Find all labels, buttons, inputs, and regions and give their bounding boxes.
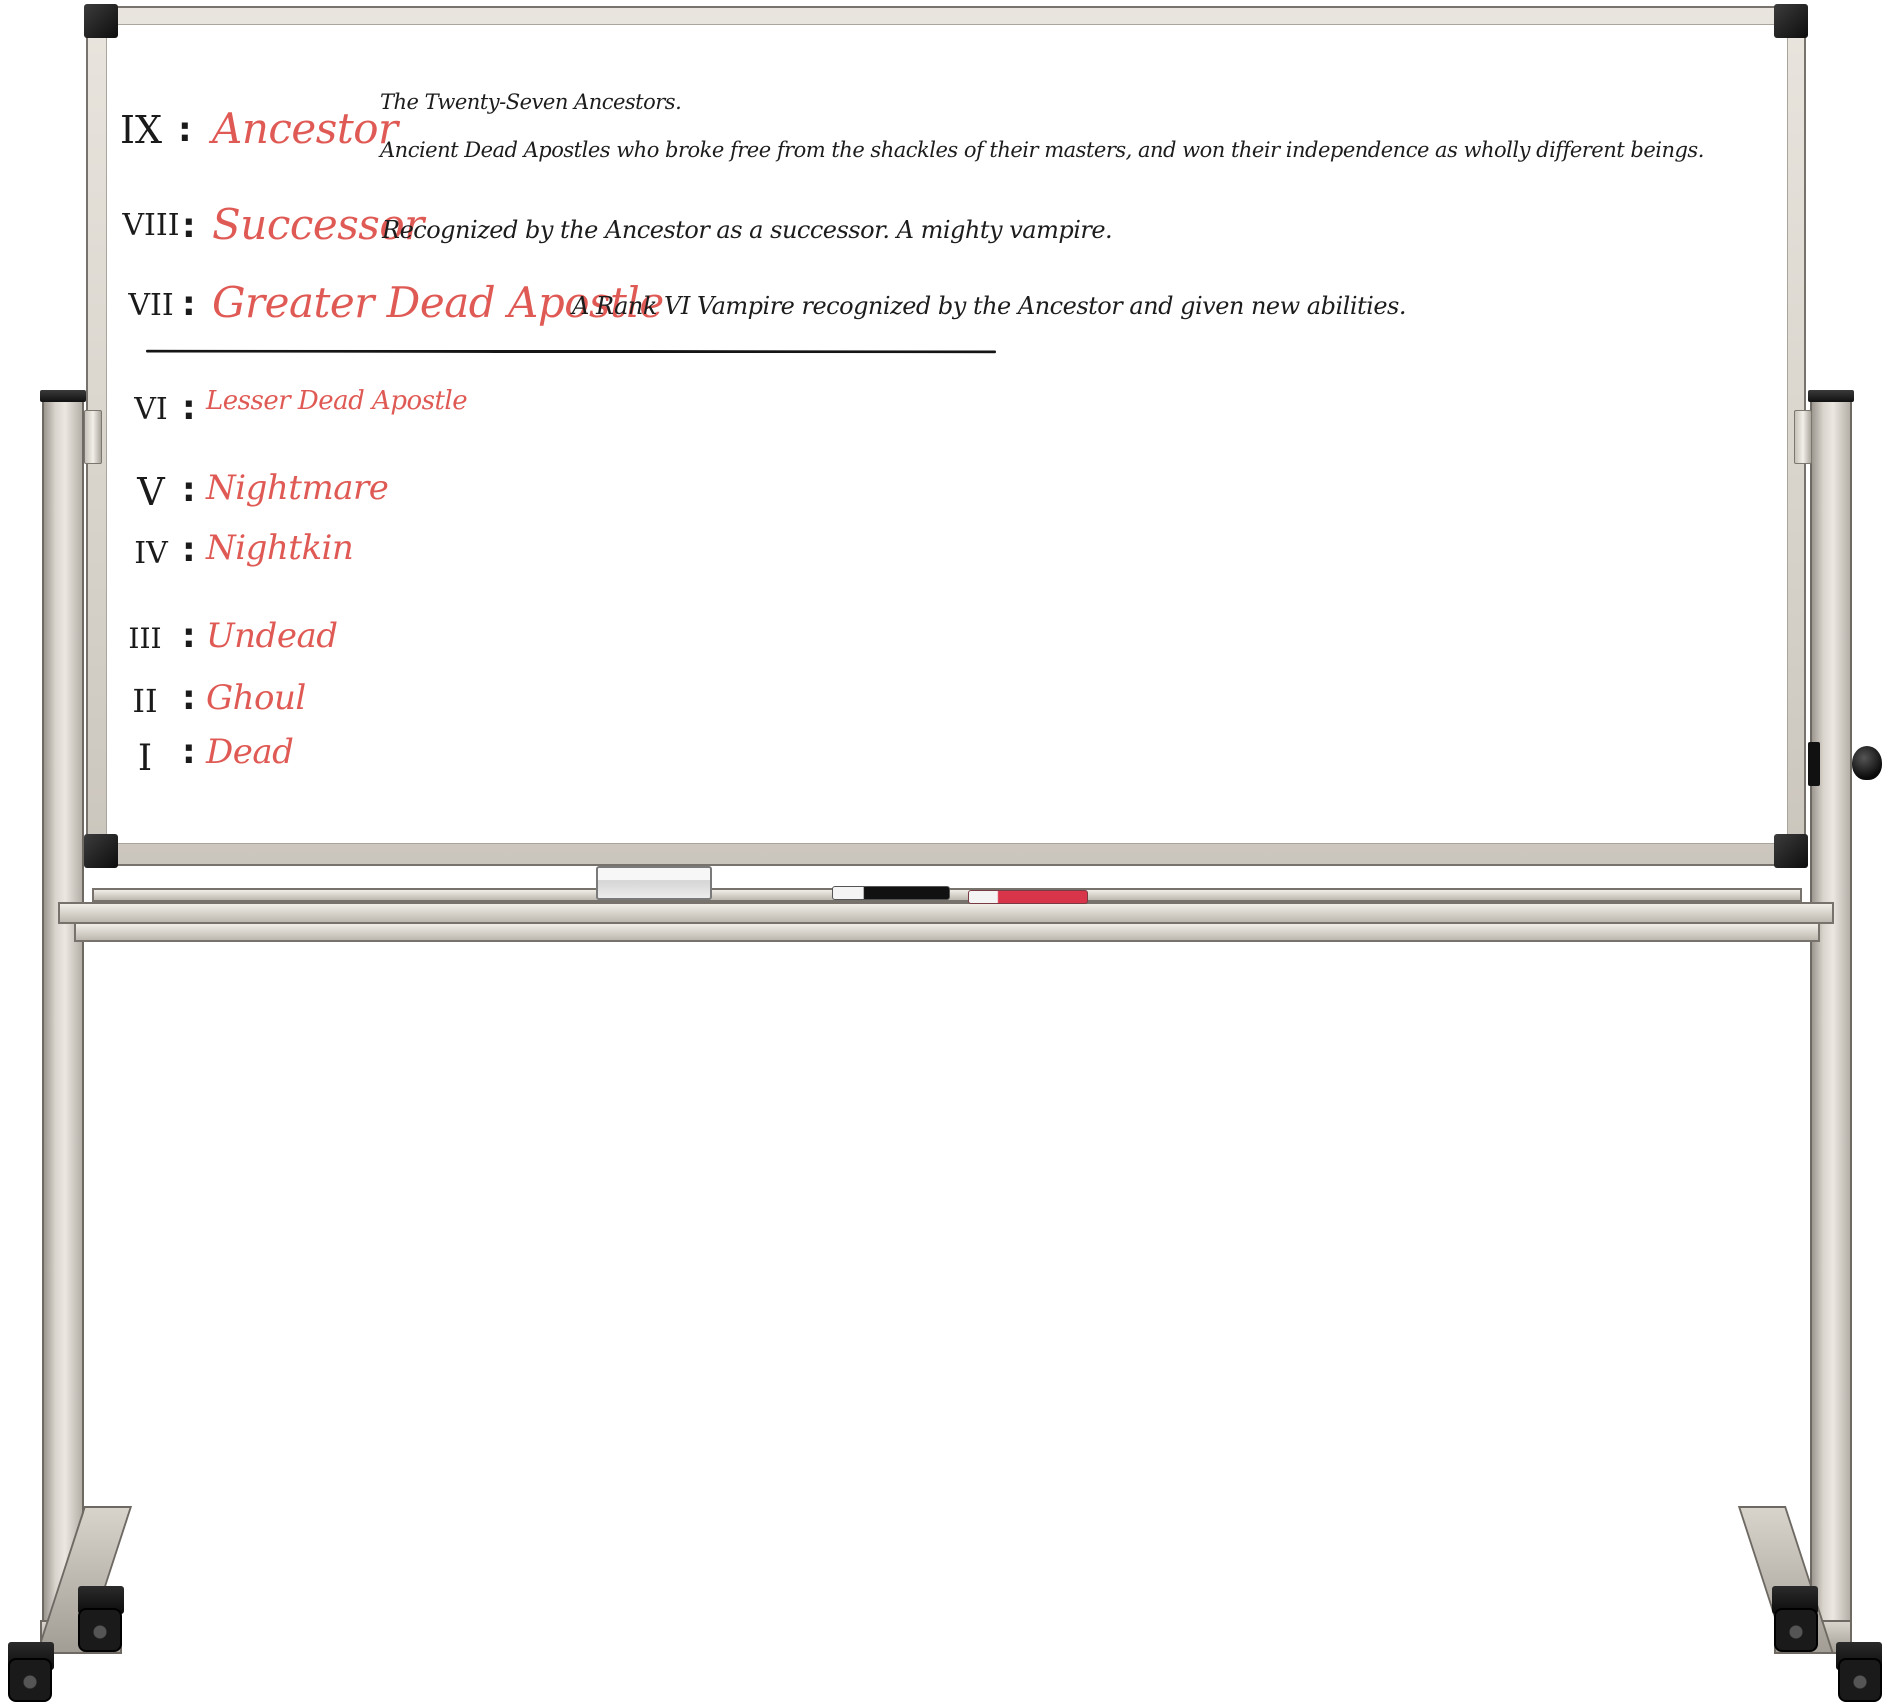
colon: : — [182, 470, 196, 510]
rank-numeral-ix: IX — [119, 108, 163, 152]
rank-name-dead: Dead — [206, 732, 294, 772]
tilt-lock-knob[interactable] — [1852, 746, 1882, 780]
right-post-cap — [1808, 390, 1854, 402]
rank-name-lesser-dead-apostle: Lesser Dead Apostle — [206, 386, 468, 416]
colon: : — [182, 732, 196, 772]
left-post-cap — [40, 390, 86, 402]
ancestor-description-line2: Ancient Dead Apostles who broke free from the shackles of their masters, and won their independence as wholly different beings. — [380, 138, 1704, 162]
rank-numeral-vi: VI — [134, 392, 168, 427]
rank-numeral-v: V — [137, 470, 165, 514]
corner-cap-bottom-right — [1774, 834, 1808, 868]
right-post — [1810, 398, 1852, 1638]
colon: : — [182, 530, 196, 570]
colon: : — [182, 616, 196, 656]
rank-numeral-vii: VII — [128, 288, 174, 323]
colon: : — [182, 388, 196, 428]
ancestor-description-line1: The Twenty-Seven Ancestors. — [380, 90, 682, 114]
black-marker[interactable] — [832, 886, 950, 900]
stand-crossbar — [74, 922, 1820, 942]
colon: : — [182, 284, 196, 324]
left-post — [42, 398, 84, 1638]
rank-name-undead: Undead — [206, 616, 338, 656]
left-front-wheel — [8, 1658, 52, 1702]
red-marker[interactable] — [968, 890, 1088, 904]
rank-name-ghoul: Ghoul — [206, 678, 306, 718]
right-rear-wheel — [1774, 1608, 1818, 1652]
rank-name-greater-dead-apostle: Greater Dead Apostle — [212, 278, 664, 327]
rank-numeral-iv: IV — [134, 536, 168, 571]
corner-cap-top-right — [1774, 4, 1808, 38]
rank-numeral-viii: VIII — [122, 208, 180, 243]
whiteboard-eraser[interactable] — [596, 866, 712, 900]
colon: : — [178, 110, 192, 150]
tilt-knob-mount — [1808, 742, 1820, 786]
right-pivot-hinge — [1794, 410, 1812, 464]
rank-name-successor: Successor — [212, 200, 424, 249]
corner-cap-bottom-left — [84, 834, 118, 868]
marker-tray-front — [58, 902, 1834, 924]
rank-numeral-iii: III — [128, 622, 162, 655]
corner-cap-top-left — [84, 4, 118, 38]
successor-description: Recognized by the Ancestor as a successor. A mighty vampire. — [382, 216, 1113, 244]
colon: : — [182, 206, 196, 246]
greater-description: A Rank VI Vampire recognized by the Ancestor and given new abilities. — [572, 292, 1406, 320]
left-pivot-hinge — [84, 410, 102, 464]
rank-name-ancestor: Ancestor — [212, 104, 398, 153]
colon: : — [182, 678, 196, 718]
rank-numeral-ii: II — [132, 682, 158, 720]
left-rear-wheel — [78, 1608, 122, 1652]
rank-name-nightmare: Nightmare — [206, 468, 389, 508]
right-front-wheel — [1838, 1658, 1882, 1702]
rank-numeral-i: I — [137, 738, 153, 779]
rank-name-nightkin: Nightkin — [206, 528, 354, 568]
